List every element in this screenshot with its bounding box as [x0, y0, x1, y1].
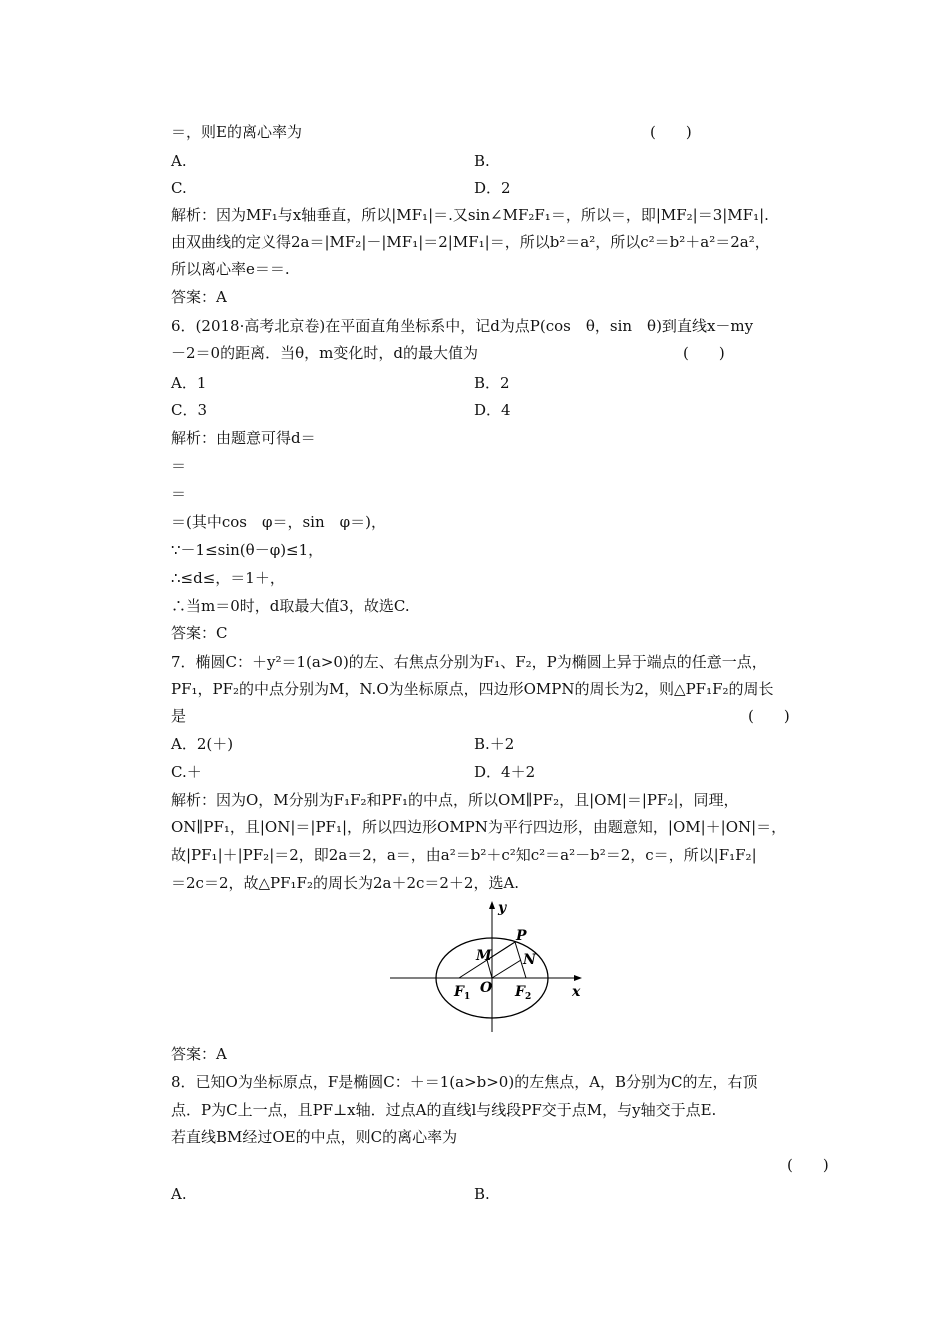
q6-analysis-line: ∴≤d≤，＝1＋，	[171, 569, 285, 587]
y-axis-arrow	[489, 901, 495, 909]
label-o: O	[480, 980, 493, 996]
q7-stem-line: PF₁，PF₂的中点分别为M，N.O为坐标原点，四边形OMPN的周长为2，则△PF₁F₂的周长	[171, 680, 774, 698]
label-f2	[514, 984, 531, 1002]
q5-choice-d: D．2	[474, 179, 511, 197]
q5-analysis-line: 所以离心率e＝＝.	[171, 260, 290, 278]
q6-choice-b: B．2	[474, 374, 510, 392]
label-y: y	[498, 900, 507, 916]
q7-stem-line: 7．椭圆C：＋y²＝1(a>0)的左、右焦点分别为F₁、F₂，P为椭圆上异于端点的任意一点，	[171, 653, 767, 671]
q8-stem-line: 若直线BM经过OE的中点，则C的离心率为	[171, 1128, 458, 1146]
q5-analysis-line: 解析：因为MF₁与x轴垂直，所以|MF₁|＝.又sin∠MF₂F₁＝，所以＝，即|MF₂|＝3|MF₁|.	[171, 206, 769, 224]
segment-on	[492, 960, 521, 978]
q6-analysis-line: ＝	[171, 457, 187, 475]
label-f1	[453, 984, 470, 1002]
q6-analysis-line: 解析：由题意可得d＝	[171, 429, 316, 447]
q7-choice-c: C.＋	[171, 763, 202, 781]
x-axis-arrow	[574, 975, 582, 981]
q5-choice-b: B.	[474, 152, 490, 170]
ellipse-figure	[388, 896, 588, 1036]
label-f2-sub: 2	[524, 992, 532, 1002]
q8-stem-line: 点．P为C上一点，且PF⊥x轴．过点A的直线l与线段PF交于点M，与y轴交于点E.	[171, 1101, 717, 1119]
q5-answer: 答案：A	[171, 288, 227, 306]
q7-answer-bracket: ( )	[748, 707, 790, 725]
label-m: M	[476, 948, 492, 964]
q5-analysis-line: 由双曲线的定义得2a＝|MF₂|－|MF₁|＝2|MF₁|＝，所以b²＝a²，所以c²＝b²＋a²＝2a²，	[171, 233, 770, 251]
q7-choice-a: A．2(＋)	[171, 735, 234, 753]
label-x: x	[572, 984, 581, 1000]
q7-analysis-line: 解析：因为O，M分别为F₁F₂和PF₁的中点，所以OM∥PF₂，且|OM|＝|PF₂|，同理，	[171, 791, 739, 809]
q5-answer-bracket: ( )	[650, 123, 692, 141]
q7-answer: 答案：A	[171, 1045, 227, 1063]
q8-choice-b: B.	[474, 1185, 490, 1203]
q6-answer: 答案：C	[171, 624, 228, 642]
q5-stem-tail: ＝，则E的离心率为	[171, 123, 302, 141]
q8-answer-bracket: ( )	[787, 1156, 829, 1174]
label-f2-letter: F	[515, 984, 525, 1000]
q6-stem-line: －2＝0的距离．当θ，m变化时，d的最大值为	[171, 344, 478, 362]
q6-analysis-line: ∴当m＝0时，d取最大值3，故选C.	[171, 597, 410, 615]
q5-choice-c: C.	[171, 179, 187, 197]
q8-stem-line: 8．已知O为坐标原点，F是椭圆C：＋＝1(a>b>0)的左焦点，A，B分别为C的左，右顶	[171, 1073, 758, 1091]
q7-stem-line: 是	[171, 707, 187, 725]
q7-analysis-line: ＝2c＝2，故△PF₁F₂的周长为2a＋2c＝2＋2，选A.	[171, 874, 520, 892]
q6-choice-c: C．3	[171, 401, 208, 419]
label-n: N	[523, 952, 536, 968]
q6-analysis-line: ∵－1≤sin(θ－φ)≤1，	[171, 541, 324, 559]
label-p: P	[516, 928, 527, 944]
q6-choice-a: A．1	[171, 374, 207, 392]
q7-analysis-line: 故|PF₁|＋|PF₂|＝2，即2a＝2，a＝，由a²＝b²＋c²知c²＝a²－b²＝2，c＝，所以|F₁F₂|	[171, 846, 757, 864]
q6-choice-d: D．4	[474, 401, 511, 419]
q7-choice-d: D．4＋2	[474, 763, 536, 781]
q6-analysis-line: ＝	[171, 485, 187, 503]
q8-choice-a: A.	[171, 1185, 187, 1203]
q6-analysis-line: ＝(其中cos φ＝，sin φ＝)，	[171, 513, 386, 531]
q6-answer-bracket: ( )	[683, 344, 725, 362]
q5-choice-a: A.	[171, 152, 187, 170]
q7-choice-b: B.＋2	[474, 735, 515, 753]
label-f1-letter: F	[454, 984, 464, 1000]
q6-stem-line: 6．(2018·高考北京卷)在平面直角坐标系中，记d为点P(cos θ，sin θ)到直线x－my	[171, 317, 754, 335]
label-f1-sub: 1	[463, 992, 471, 1002]
q7-analysis-line: ON∥PF₁，且|ON|＝|PF₁|，所以四边形OMPN为平行四边形，由题意知，|OM|＋|ON|＝，	[171, 818, 787, 836]
